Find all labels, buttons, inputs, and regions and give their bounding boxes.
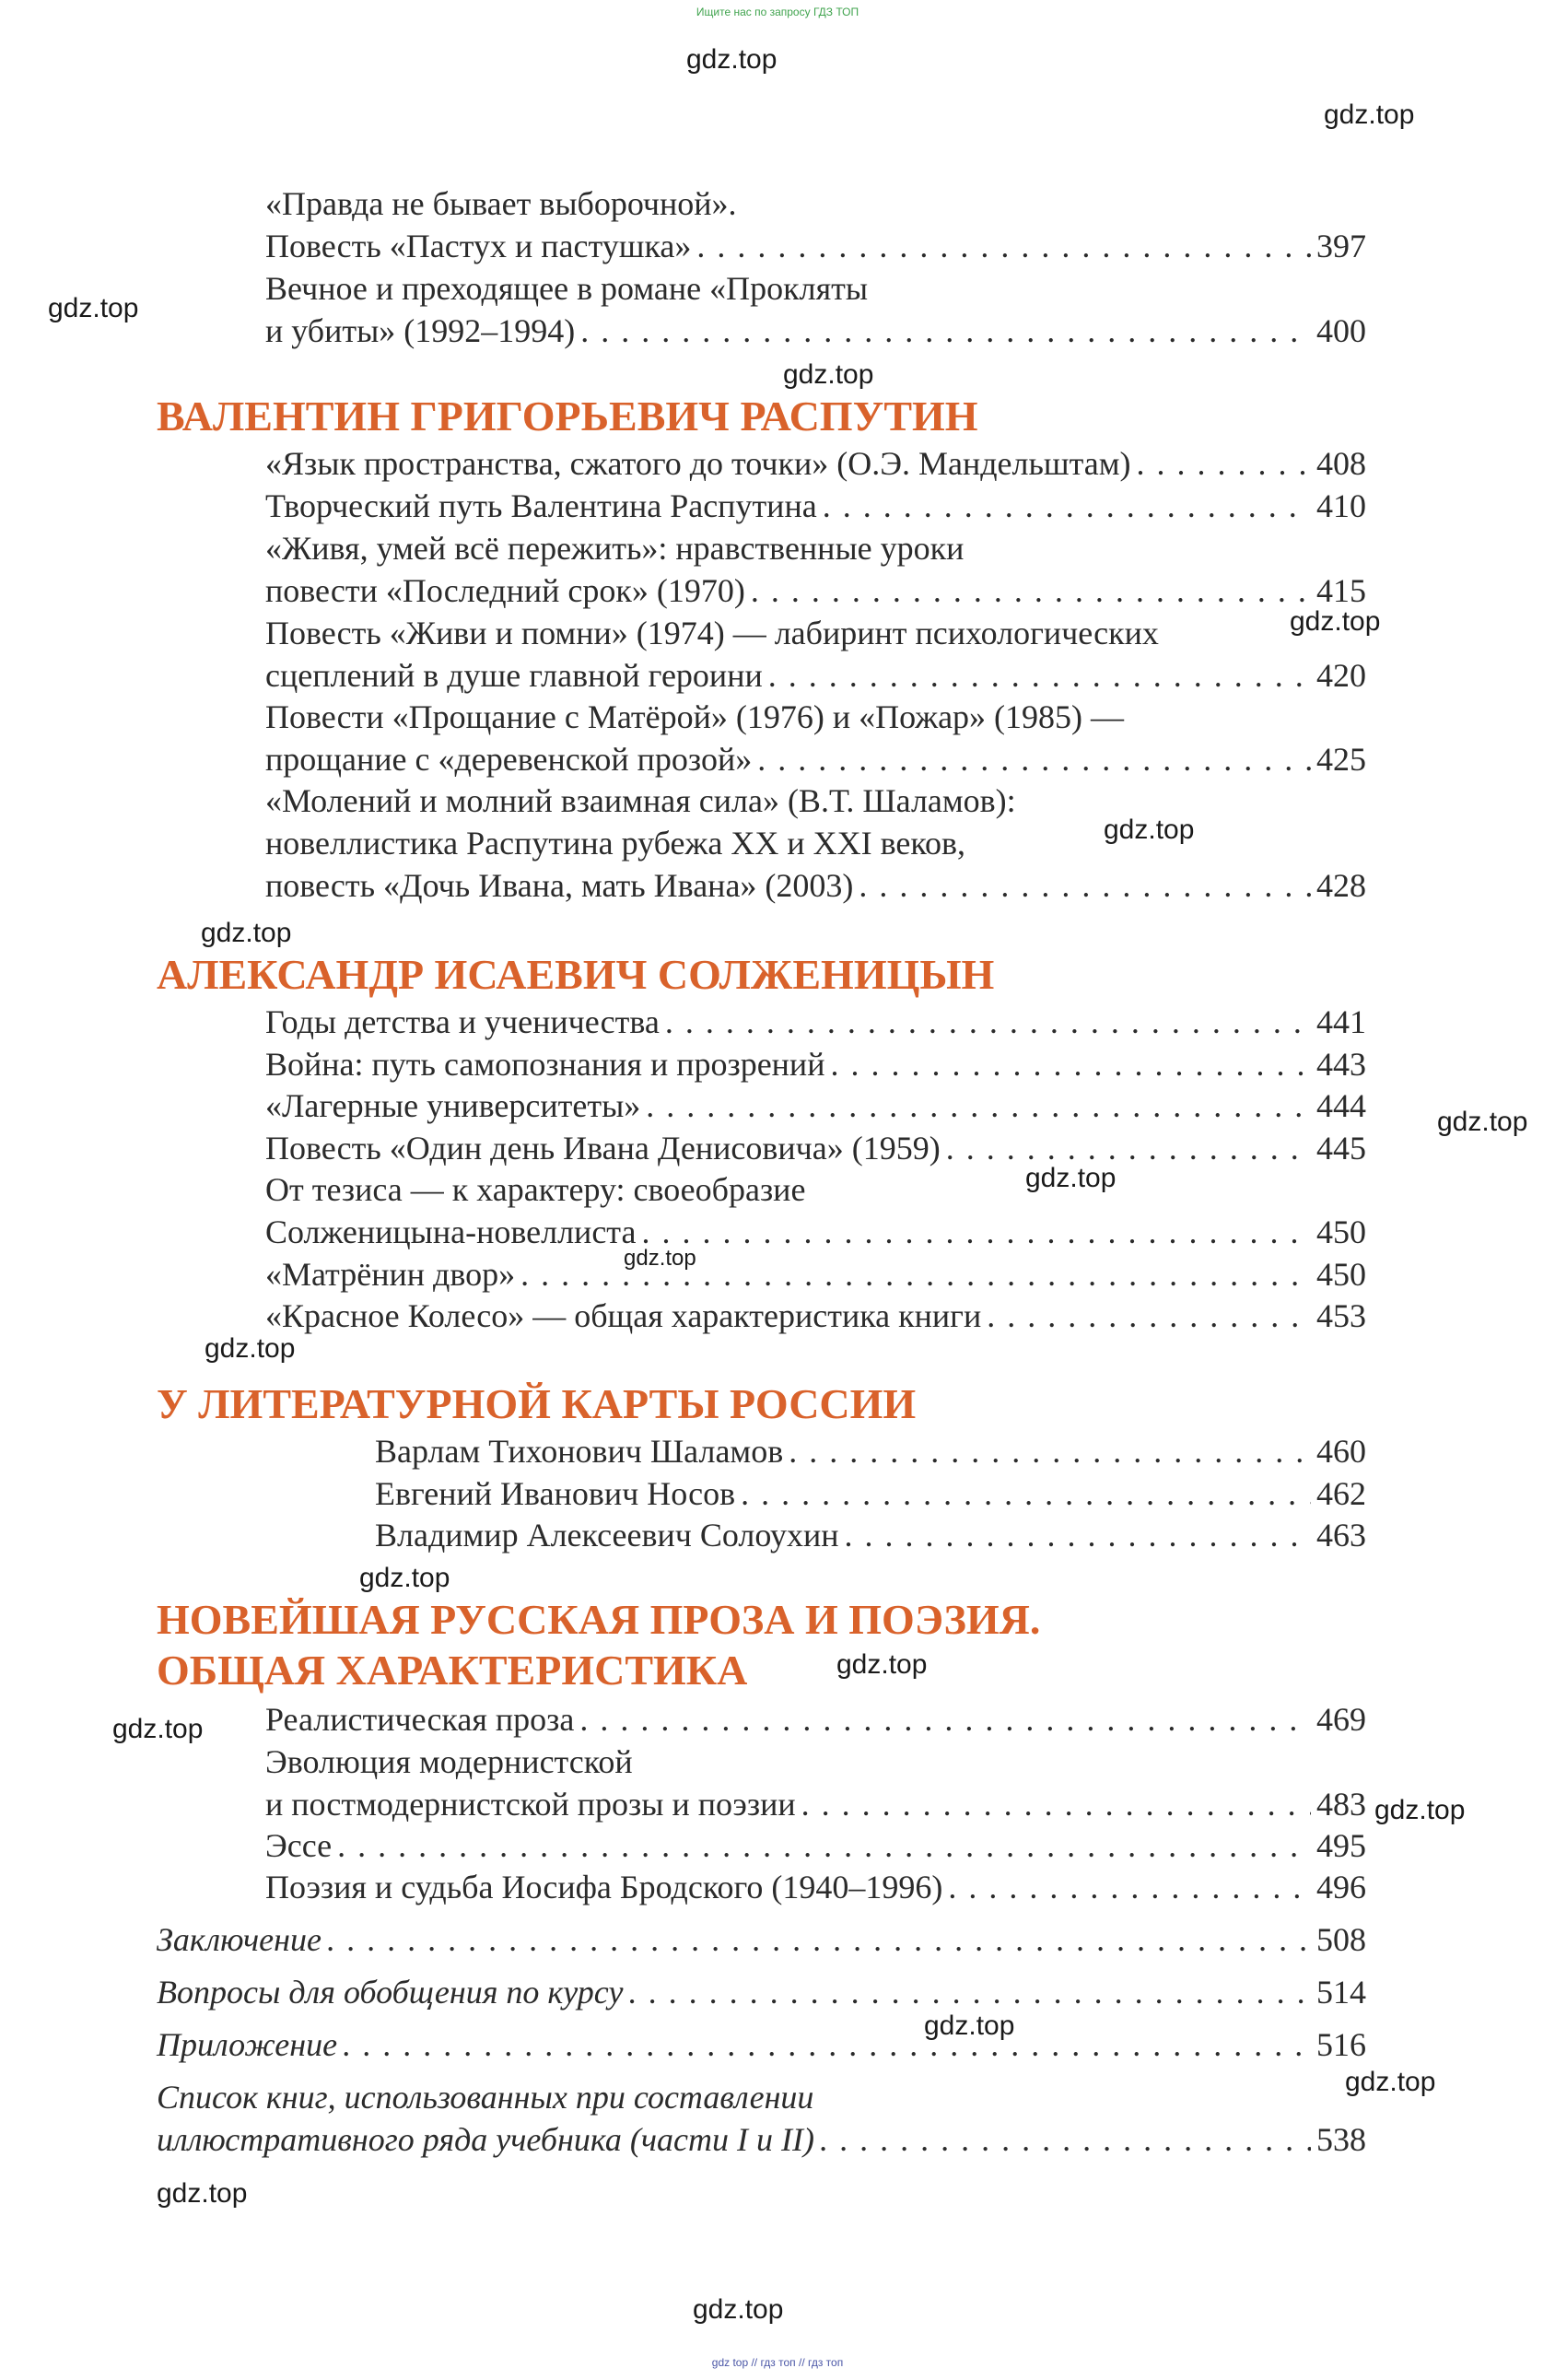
page-number: 425 xyxy=(1316,741,1366,778)
toc-entry: «Матрёнин двор» . . . 450 xyxy=(265,1253,1366,1296)
watermark: gdz.top xyxy=(1345,2067,1436,2097)
page-number: 516 xyxy=(1316,2026,1366,2063)
page-number: 496 xyxy=(1316,1869,1366,1905)
page-number: 469 xyxy=(1316,1701,1366,1738)
page-number: 444 xyxy=(1316,1087,1366,1124)
page-number: 441 xyxy=(1316,1003,1366,1040)
page-number: 415 xyxy=(1316,572,1366,609)
watermark: gdz.top xyxy=(783,359,874,390)
page-number: 420 xyxy=(1316,657,1366,694)
page-number: 397 xyxy=(1316,228,1366,264)
page-number: 428 xyxy=(1316,867,1366,904)
toc-entry: Евгений Иванович Носов . . . 462 xyxy=(375,1472,1366,1515)
page-number: 450 xyxy=(1316,1256,1366,1293)
section-title: У ЛИТЕРАТУРНОЙ КАРТЫ РОССИИ xyxy=(157,1380,917,1427)
watermark: gdz.top xyxy=(112,1714,204,1744)
page-number: 538 xyxy=(1316,2121,1366,2158)
toc-entry: «Живя, умей всё пережить»: нравственные уроки повести «Последний срок» (1970) . . . 415 xyxy=(265,527,1366,612)
toc-entry: Заключение . . . 508 xyxy=(157,1918,1366,1961)
watermark: gdz.top xyxy=(836,1649,928,1680)
toc-entry: Годы детства и ученичества . . . 441 xyxy=(265,1001,1366,1043)
toc-entry: «Язык пространства, сжатого до точки» (О.Э. Мандельштам) . . . 408 xyxy=(265,442,1366,485)
toc-entry: От тезиса — к характеру: своеобразие Солженицына-новеллиста . . . 450 xyxy=(265,1168,1366,1253)
watermark: gdz.top xyxy=(686,44,778,75)
watermark: gdz.top xyxy=(924,2011,1015,2041)
page-number: 443 xyxy=(1316,1046,1366,1083)
page-number: 408 xyxy=(1316,445,1366,482)
toc-entry: «Лагерные университеты» . . . 444 xyxy=(265,1084,1366,1127)
section-title: ОБЩАЯ ХАРАКТЕРИСТИКА xyxy=(157,1647,748,1694)
page-number: 460 xyxy=(1316,1433,1366,1470)
toc-entry: Вечное и преходящее в романе «Прокляты и убиты» (1992–1994) . . . 400 xyxy=(265,267,1366,352)
toc-entry: Приложение . . . 516 xyxy=(157,2023,1366,2066)
toc-entry: Война: путь самопознания и прозрений . . . 443 xyxy=(265,1043,1366,1085)
page-number: 495 xyxy=(1316,1827,1366,1864)
toc-entry: Повесть «Живи и помни» (1974) — лабиринт психологических сцеплений в душе главной героини . . . 420 xyxy=(265,612,1366,697)
page-number: 483 xyxy=(1316,1786,1366,1823)
page-number: 463 xyxy=(1316,1517,1366,1553)
page-number: 462 xyxy=(1316,1475,1366,1512)
toc-entry: «Правда не бывает выборочной». Повесть «Пастух и пастушка» . . . 397 xyxy=(265,182,1366,267)
watermark: gdz.top xyxy=(201,918,292,948)
watermark: gdz.top xyxy=(1374,1795,1466,1825)
watermark: gdz.top xyxy=(1025,1163,1117,1193)
watermark: gdz.top xyxy=(624,1246,696,1271)
watermark: gdz.top xyxy=(1290,606,1381,637)
toc-entry: Повесть «Один день Ивана Денисовича» (1959) . . . 445 xyxy=(265,1127,1366,1169)
watermark: gdz.top xyxy=(205,1333,296,1364)
top-banner: Ищите нас по запросу ГДЗ ТОП xyxy=(696,6,859,18)
watermark: gdz.top xyxy=(157,2178,248,2209)
toc-entry: Творческий путь Валентина Распутина . . . 410 xyxy=(265,485,1366,527)
toc-entry: «Красное Колесо» — общая характеристика книги . . . 453 xyxy=(265,1295,1366,1337)
toc-entry: Список книг, использованных при составлении иллюстративного ряда учебника (части I и II) . . . 538 xyxy=(157,2076,1366,2161)
watermark: gdz.top xyxy=(1324,100,1415,130)
page-number: 508 xyxy=(1316,1921,1366,1958)
page-number: 453 xyxy=(1316,1297,1366,1334)
section-title: АЛЕКСАНДР ИСАЕВИЧ СОЛЖЕНИЦЫН xyxy=(157,951,995,998)
page-number: 400 xyxy=(1316,312,1366,349)
watermark: gdz.top xyxy=(359,1563,450,1593)
toc-entry: Повести «Прощание с Матёрой» (1976) и «Пожар» (1985) — прощание с «деревенской прозой» . . . 425 xyxy=(265,696,1366,780)
page-number: 514 xyxy=(1316,1974,1366,2011)
toc-entry: Эссе . . . 495 xyxy=(265,1824,1366,1867)
section-title: НОВЕЙШАЯ РУССКАЯ ПРОЗА И ПОЭЗИЯ. xyxy=(157,1596,1041,1643)
page-number: 410 xyxy=(1316,487,1366,524)
watermark: gdz.top xyxy=(1104,815,1195,845)
toc-entry: Эволюция модернистской и постмодернистской прозы и поэзии . . . 483 xyxy=(265,1741,1366,1825)
watermark: gdz.top xyxy=(1437,1107,1528,1137)
watermark: gdz.top xyxy=(48,293,139,323)
toc-entry: «Молений и молний взаимная сила» (В.Т. Шаламов): новеллистика Распутина рубежа XX и XXI веков, повесть «Дочь Ивана, мать Ивана» (2003) . . . 428 xyxy=(265,780,1366,907)
toc-entry: Варлам Тихонович Шаламов . . . 460 xyxy=(375,1430,1366,1472)
page-number: 450 xyxy=(1316,1213,1366,1250)
section-title: ВАЛЕНТИН ГРИГОРЬЕВИЧ РАСПУТИН xyxy=(157,393,978,440)
footer-note: gdz top // гдз топ // гдз топ xyxy=(711,2356,844,2369)
toc-entry: Реалистическая проза . . . 469 xyxy=(265,1698,1366,1741)
toc-entry: Поэзия и судьба Иосифа Бродского (1940–1996) . . . 496 xyxy=(265,1866,1366,1908)
toc-entry: Владимир Алексеевич Солоухин . . . 463 xyxy=(375,1514,1366,1556)
toc-entry: Вопросы для обобщения по курсу . . . 514 xyxy=(157,1971,1366,2013)
watermark: gdz.top xyxy=(693,2294,784,2325)
page-number: 445 xyxy=(1316,1130,1366,1167)
